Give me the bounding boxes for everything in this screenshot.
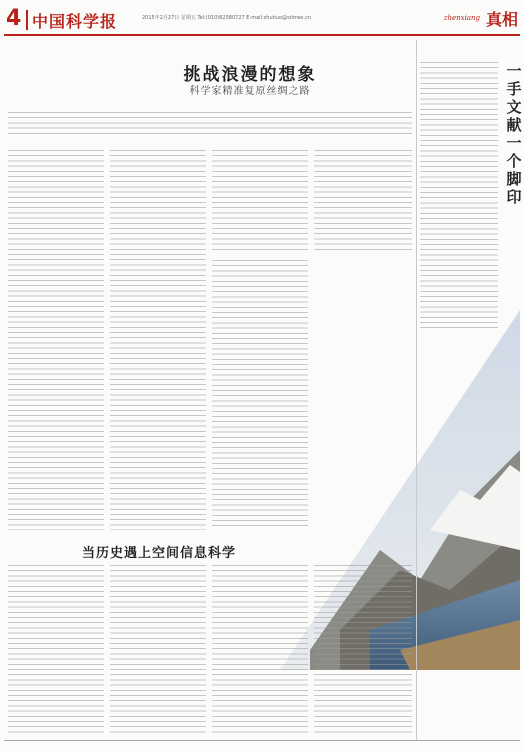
section-pinyin: zhenxiang <box>443 14 480 22</box>
second-article-column-1 <box>8 565 104 735</box>
main-article-title: 挑战浪漫的想象 <box>183 65 317 85</box>
body-column-4 <box>314 150 412 250</box>
sidebar-text <box>420 62 498 332</box>
body-column-3b <box>212 260 308 530</box>
second-article-column-2 <box>110 565 206 735</box>
second-article-column-3 <box>212 565 308 735</box>
page-number: 4 <box>6 6 22 31</box>
body-column-3 <box>212 150 308 250</box>
masthead <box>4 4 520 36</box>
sidebar-headline: 一手文献一个脚印 <box>506 62 522 206</box>
lead-paragraph <box>8 112 412 138</box>
second-article-column-4 <box>314 565 412 735</box>
second-article-title: 当历史遇上空间信息科学 <box>82 546 237 561</box>
body-column-2 <box>110 150 206 530</box>
page-number-divider <box>26 10 28 30</box>
paper-name: 中国科学报 <box>32 12 118 31</box>
section-name: 真相 <box>485 10 518 29</box>
sidebar-divider <box>416 40 417 740</box>
footer <box>4 740 520 748</box>
main-article-subtitle: 科学家精准复原丝绸之路 <box>189 86 311 97</box>
body-column-1 <box>8 150 104 530</box>
issue-info: 2015年2月27日 星期五 Tel:(010)62580727 E-mail:zhuhuo@stimes.cn <box>142 15 312 21</box>
